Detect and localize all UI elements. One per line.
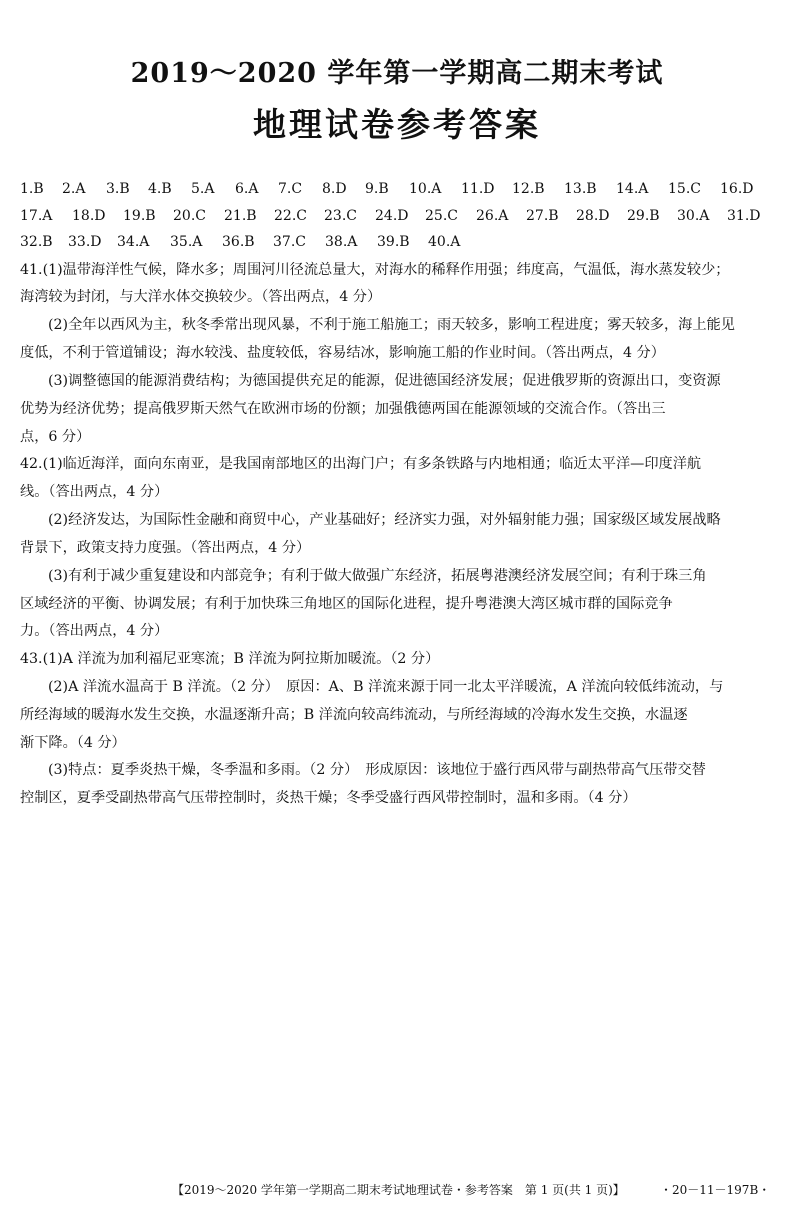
choice-answer: 26.A — [476, 208, 509, 224]
answer-line: 度低，不利于管道铺设；海水较浅、盐度较低，容易结冰，影响施工船的作业时间。（答出两点，4 分） — [20, 345, 665, 361]
choice-answer: 31.D — [727, 208, 761, 224]
answer-line: (2)A 洋流水温高于 B 洋流。（2 分） 原因：A、B 洋流来源于同一北太平洋暖流，A 洋流向较低纬流动，与 — [48, 679, 724, 695]
answer-line: (2)全年以西风为主，秋冬季常出现风暴，不利于施工船施工；雨天较多，影响工程进度；雾天较多，海上能见 — [48, 317, 735, 333]
choice-answer: 34.A — [117, 234, 150, 250]
answer-line: 43.(1)A 洋流为加利福尼亚寒流；B 洋流为阿拉斯加暖流。（2 分） — [20, 651, 440, 667]
answer-line: 优势为经济优势；提高俄罗斯天然气在欧洲市场的份额；加强俄德两国在能源领域的交流合作。（答出三 — [20, 401, 666, 417]
choice-answer: 23.C — [324, 208, 357, 224]
page-subtitle: 地理试卷参考答案 — [253, 105, 541, 144]
choice-answer: 28.D — [576, 208, 610, 224]
choice-answer: 39.B — [377, 234, 410, 250]
choice-answer: 16.D — [720, 181, 754, 197]
answer-line: 所经海域的暖海水发生交换，水温逐渐升高；B 洋流向较高纬流动，与所经海域的冷海水发生交换，水温逐 — [20, 707, 688, 723]
choice-answer: 12.B — [512, 181, 545, 197]
choice-answer: 22.C — [274, 208, 307, 224]
answer-line: 控制区，夏季受副热带高气压带控制时，炎热干燥；冬季受盛行西风带控制时，温和多雨。（4 分） — [20, 790, 637, 806]
choice-answer: 27.B — [526, 208, 559, 224]
choice-answer: 18.D — [72, 208, 106, 224]
choice-answer: 21.B — [224, 208, 257, 224]
answer-line: 区域经济的平衡、协调发展；有利于加快珠三角地区的国际化进程，提升粤港澳大湾区城市群的国际竞争 — [20, 596, 673, 612]
page-title: 2019～2020 学年第一学期高二期末考试 — [130, 58, 664, 89]
page-footer: 【2019～2020 学年第一学期高二期末考试地理试卷・参考答案 第 1 页(共 1 页)】 — [172, 1183, 625, 1197]
answer-line: 背景下，政策支持力度强。（答出两点，4 分） — [20, 540, 311, 556]
choice-answer: 3.B — [106, 181, 130, 197]
choice-answer: 14.A — [616, 181, 649, 197]
choice-answer: 5.A — [191, 181, 215, 197]
answer-line: (3)有利于减少重复建设和内部竞争；有利于做大做强广东经济，拓展粤港澳经济发展空间；有利于珠三角 — [48, 568, 707, 584]
choice-answer: 6.A — [235, 181, 259, 197]
choice-answer: 11.D — [461, 181, 495, 197]
answer-line: 线。（答出两点，4 分） — [20, 484, 169, 500]
answer-line: 海湾较为封闭，与大洋水体交换较少。（答出两点，4 分） — [20, 289, 382, 305]
choice-answer: 35.A — [170, 234, 203, 250]
choice-answer: 1.B — [20, 181, 44, 197]
choice-answer: 10.A — [409, 181, 442, 197]
choice-answer: 15.C — [668, 181, 701, 197]
choice-answer: 40.A — [428, 234, 461, 250]
answer-line: 力。（答出两点，4 分） — [20, 623, 169, 639]
choice-answer: 2.A — [62, 181, 86, 197]
choice-answer: 13.B — [564, 181, 597, 197]
answer-line: 渐下降。（4 分） — [20, 735, 126, 751]
choice-answer: 24.D — [375, 208, 409, 224]
choice-answer: 36.B — [222, 234, 255, 250]
answer-line: (3)调整德国的能源消费结构；为德国提供充足的能源，促进德国经济发展；促进俄罗斯的资源出口，变资源 — [48, 373, 721, 389]
document-code: ・20－11－197B・ — [660, 1183, 771, 1197]
answer-line: 41.(1)温带海洋性气候，降水多；周围河川径流总量大，对海水的稀释作用强；纬度高，气温低，海水蒸发较少； — [20, 262, 730, 278]
choice-answer: 19.B — [123, 208, 156, 224]
choice-answer: 17.A — [20, 208, 53, 224]
answer-line: 点，6 分） — [20, 429, 91, 445]
choice-answer: 25.C — [425, 208, 458, 224]
choice-answer: 9.B — [365, 181, 389, 197]
choice-answer: 20.C — [173, 208, 206, 224]
answer-line: (3)特点：夏季炎热干燥，冬季温和多雨。（2 分） 形成原因：该地位于盛行西风带与副热带高气压带交替 — [48, 762, 706, 778]
choice-answer: 38.A — [325, 234, 358, 250]
choice-answer: 37.C — [273, 234, 306, 250]
answer-line: (2)经济发达，为国际性金融和商贸中心，产业基础好；经济实力强，对外辐射能力强；国家级区域发展战略 — [48, 512, 721, 528]
choice-answer: 29.B — [627, 208, 660, 224]
answer-line: 42.(1)临近海洋，面向东南亚，是我国南部地区的出海门户；有多条铁路与内地相通；临近太平洋—印度洋航 — [20, 456, 702, 472]
choice-answer: 30.A — [677, 208, 710, 224]
choice-answer: 7.C — [278, 181, 303, 197]
choice-answer: 4.B — [148, 181, 172, 197]
choice-answer: 33.D — [68, 234, 102, 250]
choice-answer: 32.B — [20, 234, 53, 250]
choice-answer: 8.D — [322, 181, 347, 197]
